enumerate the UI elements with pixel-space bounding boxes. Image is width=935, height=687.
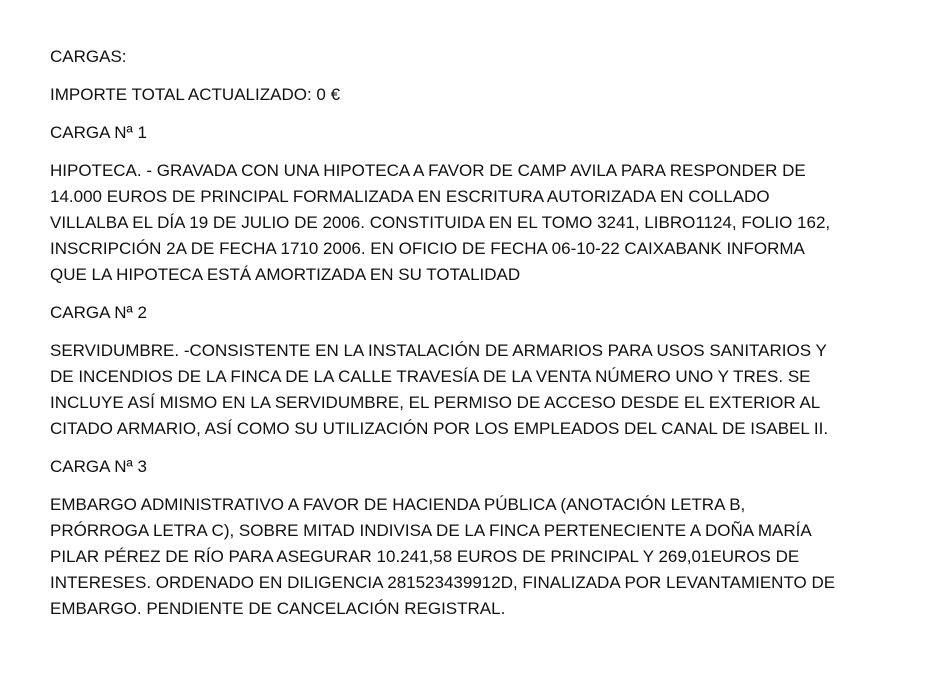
charge-3-text: EMBARGO ADMINISTRATIVO A FAVOR DE HACIENDA PÚBLICA (ANOTACIÓN LETRA B, PRÓRROGA LETRA C), SOBRE MITAD INDIVISA DE LA FINCA PERTENECIENTE A DOÑA MARÍA PILAR PÉREZ DE RÍO PARA ASEGURAR 10.241,58 EUROS DE PRINCIPAL Y 269,01EUROS DE INTERESES. ORDENADO EN DILIGENCIA 281523439912D, FINALIZADA POR LEVANTAMIENTO DE EMBARGO. PENDIENTE DE CANCELACIÓN REGISTRAL.	[50, 495, 836, 618]
document-body	[50, 44, 840, 634]
charge-3-title: CARGA Nª 3	[50, 457, 147, 476]
charge-1-title: CARGA Nª 1	[50, 123, 147, 142]
charges-heading: CARGAS:	[50, 47, 127, 66]
charge-2-text: SERVIDUMBRE. -CONSISTENTE EN LA INSTALACIÓN DE ARMARIOS PARA USOS SANITARIOS Y DE INCENDIOS DE LA FINCA DE LA CALLE TRAVESÍA DE LA VENTA NÚMERO UNO Y TRES. SE INCLUYE ASÍ MISMO EN LA SERVIDUMBRE, EL PERMISO DE ACCESO DESDE EL EXTERIOR AL CITADO ARMARIO, ASÍ COMO SU UTILIZACIÓN POR LOS EMPLEADOS DEL CANAL DE ISABEL II.	[50, 341, 829, 438]
total-amount: IMPORTE TOTAL ACTUALIZADO: 0 €	[50, 85, 341, 104]
charge-2-title: CARGA Nª 2	[50, 303, 147, 322]
charge-1-text: HIPOTECA. - GRAVADA CON UNA HIPOTECA A FAVOR DE CAMP AVILA PARA RESPONDER DE 14.000 EUROS DE PRINCIPAL FORMALIZADA EN ESCRITURA AUTORIZADA EN COLLADO VILLALBA EL DÍA 19 DE JULIO DE 2006. CONSTITUIDA EN EL TOMO 3241, LIBRO1124, FOLIO 162, INSCRIPCIÓN 2A DE FECHA 1710 2006. EN OFICIO DE FECHA 06-10-22 CAIXABANK INFORMA QUE LA HIPOTECA ESTÁ AMORTIZADA EN SU TOTALIDAD	[50, 161, 831, 284]
